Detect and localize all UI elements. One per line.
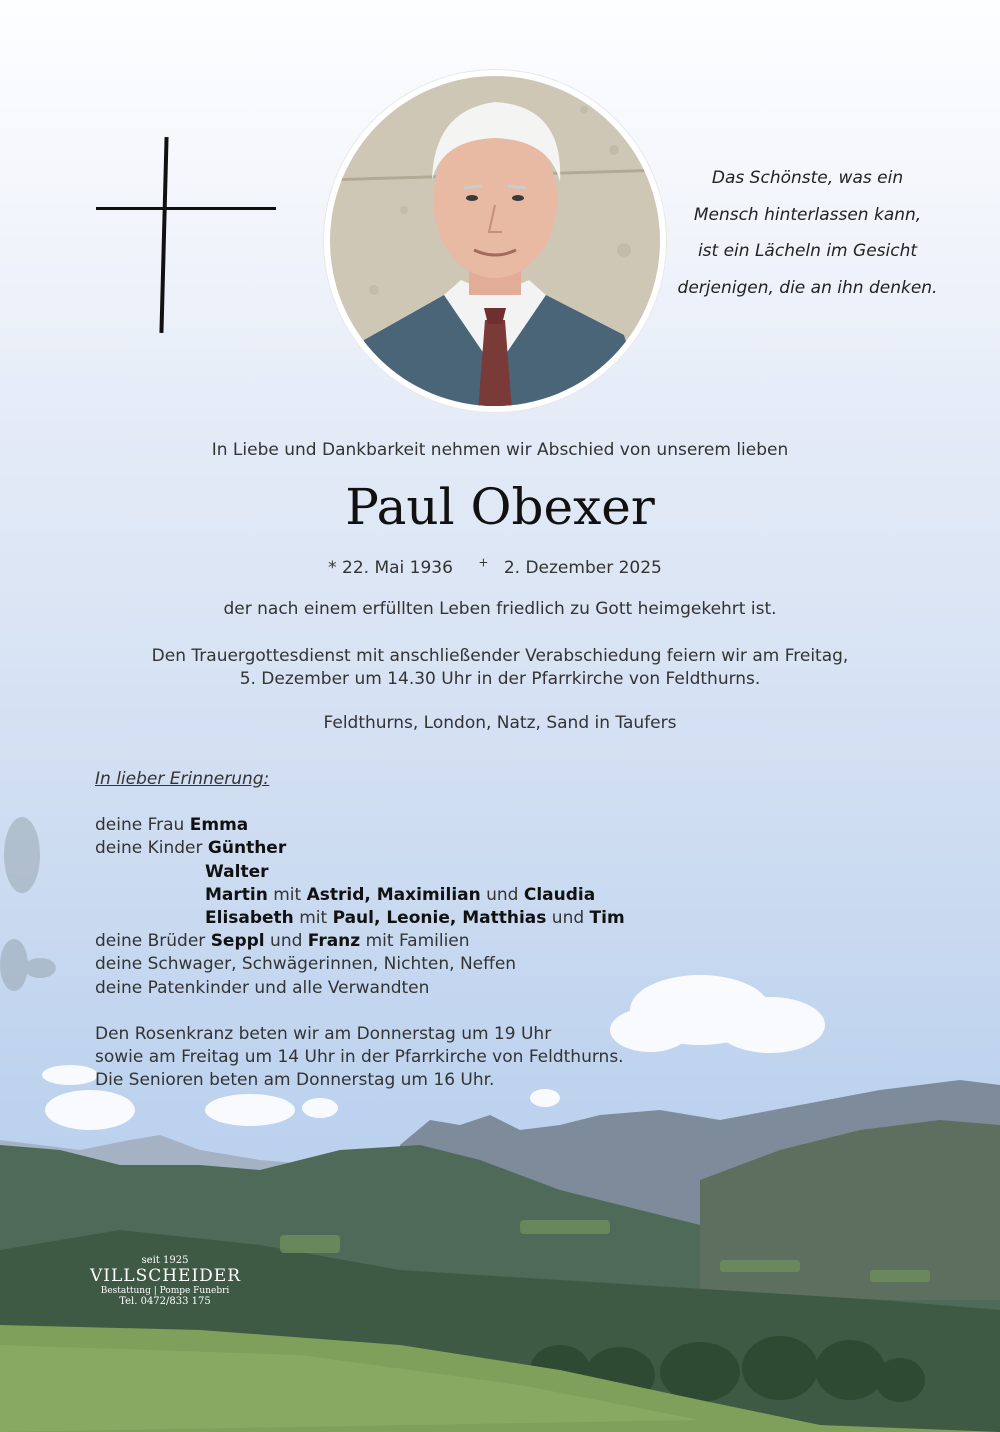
portrait-photo [324,70,666,412]
family-list [95,768,625,1092]
family-wife: deine Frau Emma [95,815,249,836]
family-child: Elisabeth mit Paul, Leonie, Matthias und Tim [205,908,625,929]
service-line: Den Trauergottesdienst mit anschließender Verabschiedung feiern wir am Freitag, [151,646,849,666]
rosary-line: sowie am Freitag um 14 Uhr in der Pfarrkirche von Feldthurns. [95,1047,624,1068]
funeral-home-logo [90,1255,240,1307]
rosary-line: Den Rosenkranz beten wir am Donnerstag um 19 Uhr [95,1023,552,1044]
quote-line: derjenigen, die an ihn denken. [677,277,938,298]
logo-since: seit 1925 [141,1255,189,1266]
rosary-line: Die Senioren beten am Donnerstag um 16 Uhr. [95,1070,495,1091]
death-date: + 2. Dezember 2025 [478,555,662,578]
death-symbol: + [478,555,489,569]
service-text [0,645,1000,691]
family-inlaws: deine Schwager, Schwägerinnen, Nichten, Neffen [95,954,517,975]
family-godchildren: deine Patenkinder und alle Verwandten [95,977,430,998]
family-heading: In lieber Erinnerung: [95,769,270,789]
places-text: Feldthurns, London, Natz, Sand in Taufers [323,713,677,733]
quote-line: Das Schönste, was ein [711,168,904,188]
memorial-quote [670,160,945,306]
family-children: deine Kinder Günther [95,838,287,859]
deceased-name: Paul Obexer [345,478,655,536]
life-dates [0,555,1000,578]
family-child: Martin mit Astrid, Maximilian und Claudia [205,884,596,905]
life-line: der nach einem erfüllten Leben friedlich zu Gott heimgekehrt ist. [223,599,777,619]
logo-brand: VILLSCHEIDER [90,1266,242,1286]
intro-text: In Liebe und Dankbarkeit nehmen wir Abschied von unserem lieben [211,440,789,460]
birth-date: * 22. Mai 1936 [328,557,453,578]
family-child: Walter [205,861,269,882]
logo-tagline: Bestattung | Pompe Funebri [100,1286,230,1296]
quote-line: ist ein Lächeln im Gesicht [697,241,918,261]
quote-line: Mensch hinterlassen kann, [693,204,922,225]
logo-phone: Tel. 0472/833 175 [119,1296,211,1307]
service-line: 5. Dezember um 14.30 Uhr in der Pfarrkirche von Feldthurns. [239,669,761,689]
family-brothers: deine Brüder Seppl und Franz mit Familien [95,931,470,952]
